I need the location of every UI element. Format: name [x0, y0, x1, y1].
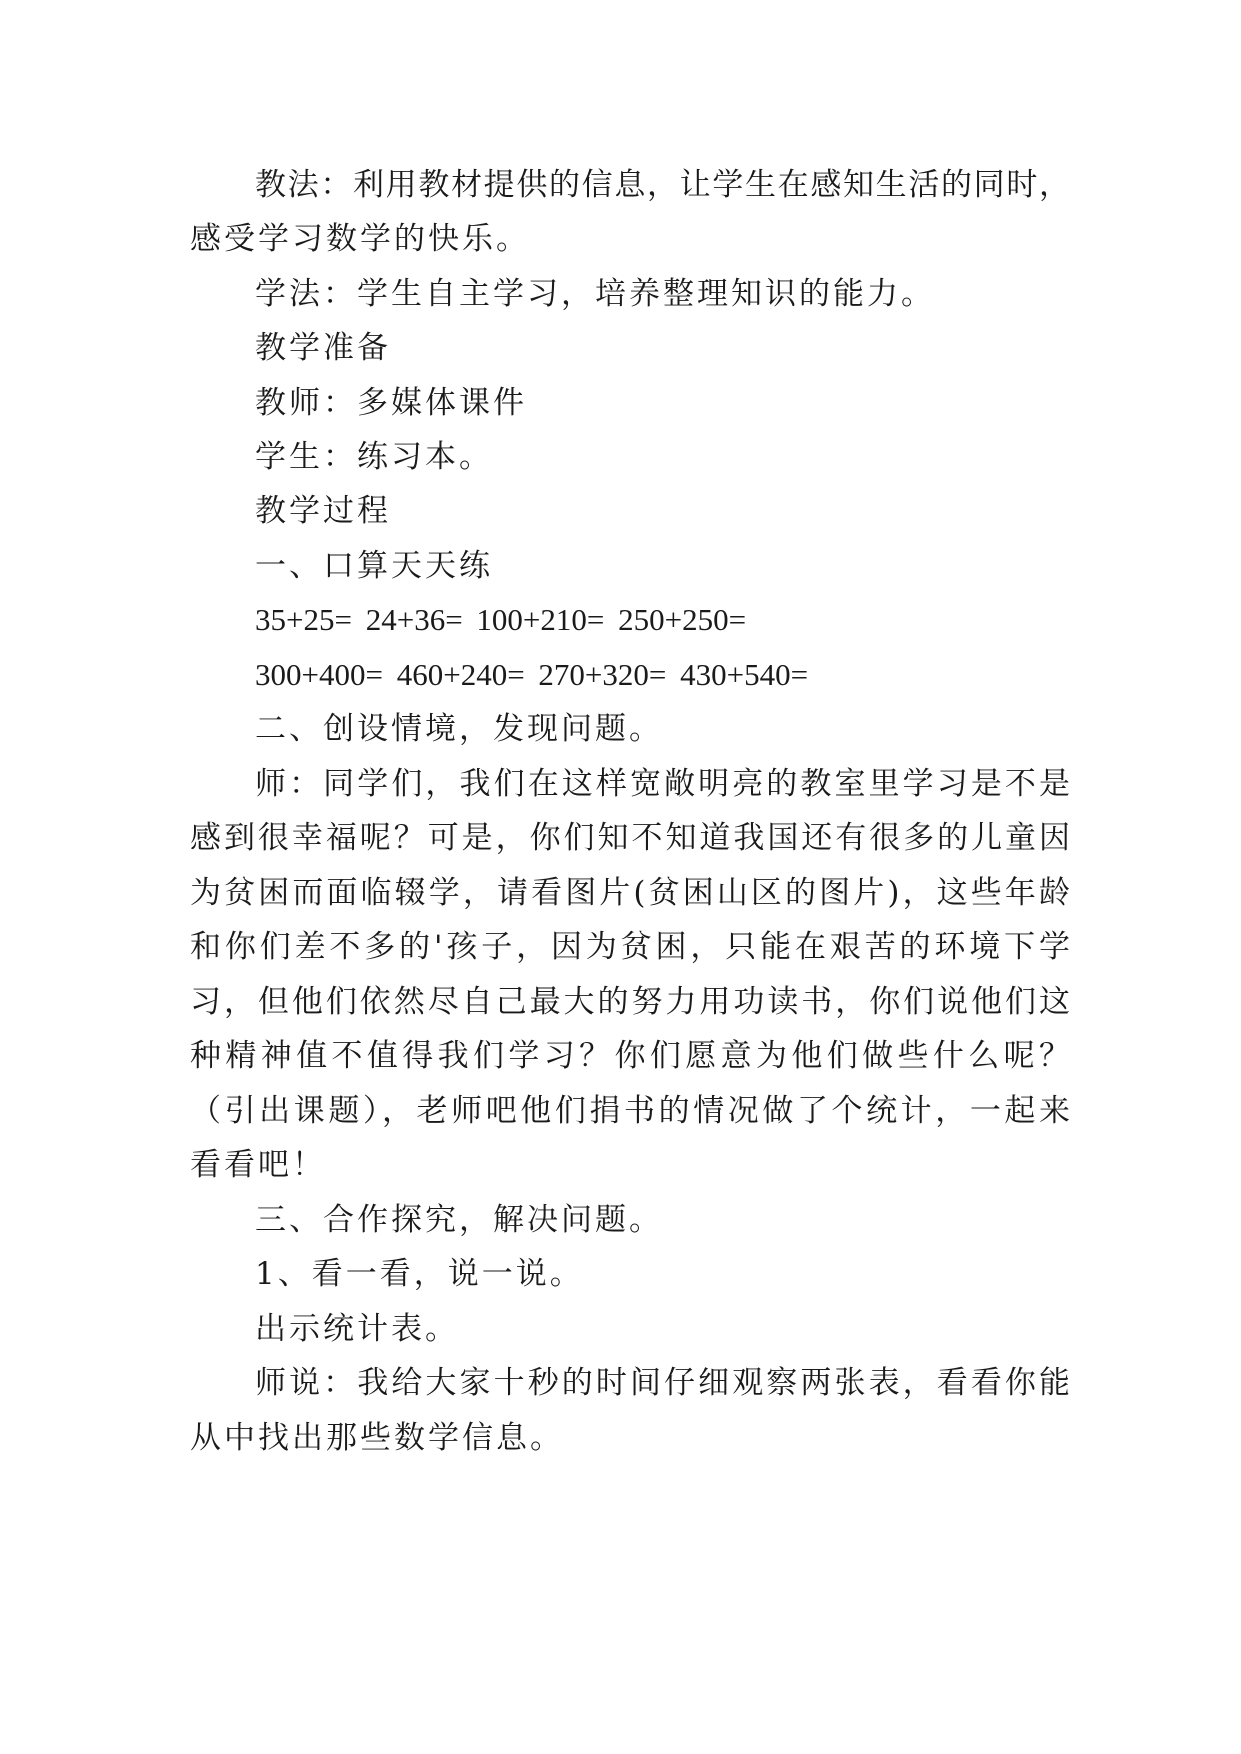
paragraph-teacher-speech-5: 习，但他们依然尽自己最大的努力用功读书，你们说他们这 — [190, 984, 1070, 1020]
paragraph-teaching-method-cont: 感受学习数学的快乐。 — [190, 221, 530, 257]
paragraph-teacher-speech-8: 看看吧！ — [190, 1147, 326, 1183]
paragraph-teacher-speech-4: 和你们差不多的'孩子，因为贫困，只能在艰苦的环境下学 — [190, 929, 1070, 965]
paragraph-student-prep: 学生：练习本。 — [255, 439, 493, 475]
paragraph-teacher-prep: 教师：多媒体课件 — [255, 385, 527, 421]
paragraph-teaching-method: 教法：利用教材提供的信息，让学生在感知生活的同时， — [255, 167, 1070, 203]
paragraph-teacher-speech-6: 种精神值不值得我们学习？你们愿意为他们做些什么呢？ — [190, 1038, 1070, 1074]
paragraph-teacher-says-2: 从中找出那些数学信息。 — [190, 1420, 564, 1456]
math-exercises-row-2: 300+400= 460+240= 270+320= 430+540= — [255, 657, 809, 692]
subheading-look-and-say: 1、看一看，说一说。 — [255, 1256, 584, 1292]
heading-teaching-process: 教学过程 — [255, 493, 391, 529]
paragraph-teacher-speech-7: （引出课题），老师吧他们捐书的情况做了个统计，一起来 — [190, 1093, 1070, 1129]
heading-section-three: 三、合作探究，解决问题。 — [255, 1202, 663, 1238]
paragraph-teacher-speech-2: 感到很幸福呢？可是，你们知不知道我国还有很多的儿童因 — [190, 820, 1070, 856]
heading-teaching-preparation: 教学准备 — [255, 330, 391, 366]
paragraph-show-table: 出示统计表。 — [255, 1311, 459, 1347]
paragraph-learning-method: 学法：学生自主学习，培养整理知识的能力。 — [255, 276, 935, 312]
paragraph-teacher-says-1: 师说：我给大家十秒的时间仔细观察两张表，看看你能 — [255, 1365, 1070, 1401]
paragraph-teacher-speech-3: 为贫困而面临辍学，请看图片(贫困山区的图片)，这些年龄 — [190, 875, 1070, 911]
heading-section-one: 一、口算天天练 — [255, 548, 493, 584]
math-exercises-row-1: 35+25= 24+36= 100+210= 250+250= — [255, 602, 747, 637]
heading-section-two: 二、创设情境，发现问题。 — [255, 711, 663, 747]
paragraph-teacher-speech-1: 师：同学们，我们在这样宽敞明亮的教室里学习是不是 — [255, 766, 1070, 802]
